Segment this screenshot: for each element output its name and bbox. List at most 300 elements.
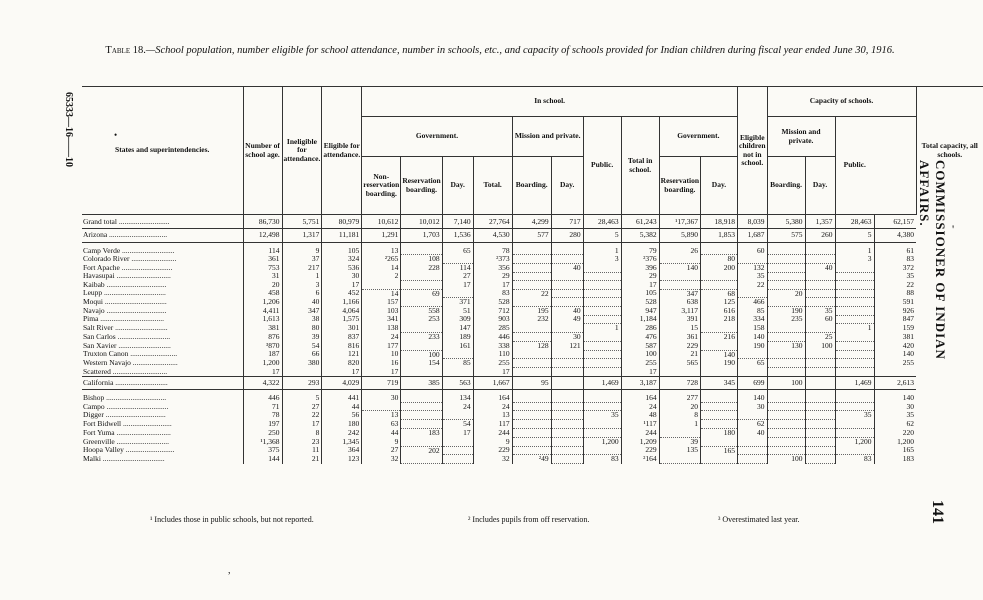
table-cell: 56 — [322, 411, 362, 420]
row-name: Malki — [83, 454, 101, 464]
row-label — [82, 359, 243, 368]
table-cell: 29 — [473, 272, 512, 280]
table-cell: 159 — [874, 324, 916, 333]
table-cell: 135 — [659, 446, 700, 455]
table-row — [82, 359, 983, 368]
table-cell: 391 — [659, 315, 700, 323]
table-cell: 54 — [282, 341, 322, 350]
table-cell — [659, 368, 700, 377]
header-boarding: Boarding. — [512, 157, 551, 215]
table-cell — [551, 368, 583, 377]
table-cell — [805, 377, 835, 390]
leader-dots: ............................ — [115, 332, 171, 341]
table-cell: 9 — [282, 242, 322, 255]
table-cell: 40 — [551, 264, 583, 273]
leader-dots: .......................... — [123, 446, 175, 455]
row-label — [82, 403, 243, 411]
table-row — [82, 242, 983, 255]
table-cell: 24 — [621, 403, 659, 411]
table-cell: 3 — [583, 255, 621, 264]
table-cell: 140 — [738, 333, 768, 342]
table-cell: 105 — [621, 289, 659, 298]
table-cell: 235 — [767, 315, 805, 323]
table-row — [82, 390, 983, 403]
school-population-table — [82, 86, 983, 464]
table-cell — [767, 324, 805, 333]
table-row — [82, 411, 983, 420]
table-cell: 29 — [621, 272, 659, 280]
table-cell: 4,064 — [322, 307, 362, 316]
header-total-capacity: Total capacity, all schools. — [916, 87, 983, 215]
table-cell — [659, 455, 700, 464]
table-cell: 253 — [401, 315, 442, 323]
table-cell: 164 — [621, 390, 659, 403]
table-cell — [767, 255, 805, 264]
table-cell: 1,687 — [738, 229, 768, 242]
row-label — [82, 272, 243, 280]
table-cell: 80,979 — [322, 215, 362, 229]
table-cell: 157 — [362, 298, 401, 307]
row-label — [82, 420, 243, 429]
table-cell: ¹1,368 — [243, 437, 282, 446]
table-cell — [835, 272, 874, 280]
table-cell — [835, 315, 874, 323]
header-ineligible: Ineligible for attendance. — [282, 87, 322, 215]
table-cell: 1,357 — [805, 215, 835, 229]
table-cell — [362, 281, 401, 289]
table-cell — [362, 403, 401, 411]
table-cell: ²49 — [512, 455, 551, 464]
table-cell — [701, 341, 738, 350]
table-cell: 14 — [362, 264, 401, 273]
table-cell — [583, 307, 621, 316]
table-cell: 86,730 — [243, 215, 282, 229]
table-cell — [442, 455, 473, 464]
table-cell: 61 — [874, 242, 916, 255]
table-cell: 1,209 — [621, 437, 659, 446]
table-cell: 926 — [874, 307, 916, 316]
table-cell: 11 — [282, 446, 322, 455]
table-cell: 347 — [282, 307, 322, 316]
table-cell: 12,498 — [243, 229, 282, 242]
table-cell — [805, 289, 835, 298]
table-cell: 30 — [551, 333, 583, 342]
table-cell — [805, 403, 835, 411]
table-cell: 250 — [243, 429, 282, 438]
table-cell — [805, 437, 835, 446]
table-cell: 229 — [473, 446, 512, 455]
table-cell: 88 — [874, 289, 916, 298]
table-cell: 17 — [442, 429, 473, 438]
table-row — [82, 298, 983, 307]
leader-dots: ............................... — [107, 230, 168, 240]
table-cell: 446 — [243, 390, 282, 403]
table-cell: 35 — [835, 411, 874, 420]
table-cell — [551, 390, 583, 403]
row-name: Fort Apache — [83, 263, 120, 272]
table-cell: 255 — [473, 359, 512, 368]
table-cell — [835, 359, 874, 368]
table-row — [82, 289, 983, 298]
table-cell: 14 — [362, 289, 401, 298]
row-name: Arizona — [83, 230, 108, 240]
table-cell: 16 — [362, 359, 401, 368]
table-cell — [551, 429, 583, 438]
table-cell — [805, 272, 835, 280]
table-row — [82, 255, 983, 264]
table-cell: 44 — [362, 429, 401, 438]
table-cell: 27,764 — [473, 215, 512, 229]
table-cell: 220 — [874, 429, 916, 438]
table-cell: 293 — [282, 377, 322, 390]
table-cell: 528 — [473, 298, 512, 307]
table-cell: 66 — [282, 350, 322, 359]
footnote-2: ² Includes pupils from off reservation. — [468, 515, 590, 524]
table-cell: 324 — [322, 255, 362, 264]
table-cell: 20 — [243, 281, 282, 289]
row-label — [82, 215, 243, 229]
table-cell — [551, 359, 583, 368]
table-cell: 1,667 — [473, 377, 512, 390]
table-cell: 95 — [512, 377, 551, 390]
row-name: Havasupai — [83, 272, 115, 281]
table-cell — [401, 272, 442, 280]
table-cell: 372 — [874, 264, 916, 273]
table-cell: 140 — [738, 390, 768, 403]
leader-dots: ............................. — [114, 428, 171, 437]
table-row — [82, 446, 983, 455]
table-cell — [401, 242, 442, 255]
table-cell: 202 — [401, 446, 442, 455]
table-cell — [805, 420, 835, 429]
table-row — [82, 377, 983, 390]
table-cell: 24 — [473, 403, 512, 411]
leader-dots: ................................. — [103, 297, 167, 307]
table-cell — [767, 368, 805, 377]
header-capacity: Capacity of schools. — [767, 87, 916, 117]
table-cell — [583, 446, 621, 455]
table-cell: 228 — [401, 264, 442, 273]
table-cell: 345 — [701, 377, 738, 390]
table-cell — [282, 368, 322, 377]
table-cell — [401, 420, 442, 429]
leader-dots: ................................ — [103, 410, 166, 420]
table-cell — [835, 368, 874, 377]
table-cell: 180 — [322, 420, 362, 429]
table-cell — [442, 368, 473, 377]
table-cell: 100 — [805, 341, 835, 350]
table-cell: 446 — [473, 333, 512, 342]
table-cell: 1,536 — [442, 229, 473, 242]
header-day: Day. — [442, 157, 473, 215]
table-cell: 7,140 — [442, 215, 473, 229]
table-cell — [551, 281, 583, 289]
table-cell: 717 — [551, 215, 583, 229]
table-cell: 32 — [362, 455, 401, 464]
table-cell — [401, 455, 442, 464]
table-cell — [442, 411, 473, 420]
table-cell: 200 — [701, 264, 738, 273]
table-cell: 78 — [473, 242, 512, 255]
table-cell: 1,200 — [874, 437, 916, 446]
table-cell: 80 — [282, 324, 322, 333]
table-cell: 165 — [874, 446, 916, 455]
table-cell — [512, 368, 551, 377]
table-cell — [583, 315, 621, 323]
table-cell — [701, 242, 738, 255]
table-cell — [401, 437, 442, 446]
table-cell: 5,380 — [767, 215, 805, 229]
table-row — [82, 420, 983, 429]
table-cell: 13 — [473, 411, 512, 420]
table-cell: 565 — [659, 359, 700, 368]
footnotes — [150, 515, 850, 527]
table-cell: 11,181 — [322, 229, 362, 242]
table-cell — [767, 333, 805, 342]
table-cell: 48 — [621, 411, 659, 420]
table-row — [82, 429, 983, 438]
table-cell: 22 — [874, 281, 916, 289]
table-cell: 17 — [621, 368, 659, 377]
table-cell — [835, 264, 874, 273]
table-cell: 63 — [362, 420, 401, 429]
table-cell: 8,039 — [738, 215, 768, 229]
table-cell: 876 — [243, 333, 282, 342]
table-cell: 4,029 — [322, 377, 362, 390]
table-cell: 121 — [322, 350, 362, 359]
table-cell: 187 — [243, 350, 282, 359]
table-cell: 816 — [322, 341, 362, 350]
table-cell — [583, 359, 621, 368]
row-name: Greenville — [83, 437, 115, 446]
table-cell — [401, 390, 442, 403]
table-cell — [512, 420, 551, 429]
stray-mark: , — [228, 565, 231, 576]
table-cell: 242 — [322, 429, 362, 438]
table-cell: ²265 — [362, 255, 401, 264]
leader-dots: ............................. — [114, 272, 171, 281]
row-label — [82, 289, 243, 298]
table-cell — [835, 307, 874, 316]
table-cell: 441 — [322, 390, 362, 403]
table-cell — [401, 403, 442, 411]
table-cell — [805, 411, 835, 420]
table-cell — [583, 341, 621, 350]
leader-dots: ............................ — [114, 437, 170, 446]
table-cell: 13 — [362, 242, 401, 255]
row-name: Campo — [83, 402, 105, 411]
table-cell: 17 — [322, 368, 362, 377]
row-label — [82, 229, 243, 242]
table-cell: 68 — [701, 289, 738, 298]
table-cell: 35 — [874, 411, 916, 420]
row-label — [82, 315, 243, 323]
table-cell — [512, 359, 551, 368]
table-cell — [512, 242, 551, 255]
table-cell: 85 — [442, 359, 473, 368]
header-eligible-not-in-school: Eligible children not in school. — [738, 87, 768, 215]
table-body — [82, 215, 983, 464]
table-cell: 1,345 — [322, 437, 362, 446]
table-row — [82, 264, 983, 273]
table-cell: 347 — [659, 289, 700, 298]
table-cell — [767, 242, 805, 255]
table-cell: 396 — [621, 264, 659, 273]
table-cell: 277 — [659, 390, 700, 403]
row-name: Bishop — [83, 393, 105, 403]
table-row — [82, 437, 983, 446]
table-cell — [835, 429, 874, 438]
row-label — [82, 429, 243, 438]
table-cell — [401, 341, 442, 350]
table-cell: 37 — [282, 255, 322, 264]
table-cell: 40 — [738, 429, 768, 438]
table-cell: 105 — [322, 242, 362, 255]
table-cell: 35 — [738, 272, 768, 280]
table-cell: 17 — [442, 281, 473, 289]
table-cell: 3 — [282, 281, 322, 289]
table-cell: 577 — [512, 229, 551, 242]
row-label — [82, 437, 243, 446]
row-label — [82, 264, 243, 273]
table-cell — [583, 333, 621, 342]
table-cell — [835, 390, 874, 403]
table-row — [82, 272, 983, 280]
table-cell: 244 — [621, 429, 659, 438]
table-cell — [442, 437, 473, 446]
table-cell — [512, 298, 551, 307]
table-cell: 820 — [322, 359, 362, 368]
table-cell — [659, 272, 700, 280]
table-cell — [835, 341, 874, 350]
table-cell: 528 — [621, 298, 659, 307]
table-cell: 27 — [442, 272, 473, 280]
table-cell: 232 — [512, 315, 551, 323]
table-cell: 466 — [738, 298, 768, 307]
table-cell: 15 — [659, 324, 700, 333]
row-label — [82, 307, 243, 316]
table-cell — [512, 272, 551, 280]
footnote-3: ³ Overestimated last year. — [718, 515, 800, 524]
table-cell: 217 — [282, 264, 322, 273]
table-cell: ³870 — [243, 341, 282, 350]
table-cell: 4,322 — [243, 377, 282, 390]
header-school-age: Number of school age. — [243, 87, 282, 215]
table-cell — [835, 289, 874, 298]
table-cell: 616 — [701, 307, 738, 316]
row-name: San Carlos — [83, 332, 116, 341]
table-cell: 8 — [282, 429, 322, 438]
table-cell — [738, 368, 768, 377]
table-cell: 110 — [473, 350, 512, 359]
table-cell — [442, 350, 473, 359]
table-cell — [701, 272, 738, 280]
table-cell — [805, 429, 835, 438]
table-cell — [701, 411, 738, 420]
table-cell: 591 — [874, 298, 916, 307]
table-cell — [835, 298, 874, 307]
table-cell — [767, 359, 805, 368]
table-cell: 49 — [551, 315, 583, 323]
table-cell: 65 — [442, 242, 473, 255]
table-cell: 1 — [835, 242, 874, 255]
table-row — [82, 368, 983, 377]
header-total-in-school: Total in school. — [621, 117, 659, 215]
header-cap-public: Public. — [835, 117, 874, 215]
row-name: Fort Yuma — [83, 428, 115, 437]
table-cell: ²376 — [621, 255, 659, 264]
table-cell: 21 — [659, 350, 700, 359]
table-cell: 65 — [738, 359, 768, 368]
row-name: Moqui — [83, 297, 104, 307]
table-cell — [767, 437, 805, 446]
table-cell — [442, 289, 473, 298]
table-cell — [512, 446, 551, 455]
table-cell: 27 — [362, 446, 401, 455]
table-cell — [512, 411, 551, 420]
table-cell — [701, 437, 738, 446]
table-cell — [767, 298, 805, 307]
row-name: California — [83, 378, 114, 388]
table-cell: 229 — [621, 446, 659, 455]
table-cell: 17 — [362, 368, 401, 377]
row-label — [82, 350, 243, 359]
leader-dots: ............................ — [120, 245, 175, 255]
table-cell: 1,575 — [322, 315, 362, 323]
table-cell — [805, 455, 835, 464]
table-cell: 22 — [282, 411, 322, 420]
table-cell: 847 — [874, 315, 916, 323]
row-label — [82, 377, 243, 390]
table-cell: 3,117 — [659, 307, 700, 316]
table-cell: 719 — [362, 377, 401, 390]
table-cell: 180 — [701, 429, 738, 438]
table-cell: 1 — [282, 272, 322, 280]
table-cell: 39 — [282, 333, 322, 342]
table-cell: 1 — [659, 420, 700, 429]
table-cell: 233 — [401, 333, 442, 342]
table-cell: 3 — [835, 255, 874, 264]
table-cell: 190 — [767, 307, 805, 316]
table-cell — [442, 446, 473, 455]
table-cell: 712 — [473, 307, 512, 316]
bullet-mark: • — [114, 130, 118, 140]
table-cell: 21 — [282, 455, 322, 464]
table-cell — [767, 446, 805, 455]
row-name: Leupp — [83, 289, 103, 298]
table-cell — [512, 333, 551, 342]
table-cell: 108 — [401, 255, 442, 264]
table-cell — [551, 403, 583, 411]
table-cell: 2,613 — [874, 377, 916, 390]
table-row — [82, 281, 983, 289]
table-cell: 8 — [659, 411, 700, 420]
table-cell: 309 — [442, 315, 473, 323]
table-cell: 1,317 — [282, 229, 322, 242]
table-cell — [805, 298, 835, 307]
table-cell — [701, 368, 738, 377]
table-cell — [835, 420, 874, 429]
table-cell: 103 — [362, 307, 401, 316]
table-cell: 10,612 — [362, 215, 401, 229]
table-cell — [767, 403, 805, 411]
table-cell: 161 — [442, 341, 473, 350]
table-cell: 114 — [243, 242, 282, 255]
row-label — [82, 255, 243, 264]
header-eligible: Eligible for attendance. — [322, 87, 362, 215]
table-cell — [767, 411, 805, 420]
table-cell: 83 — [473, 289, 512, 298]
